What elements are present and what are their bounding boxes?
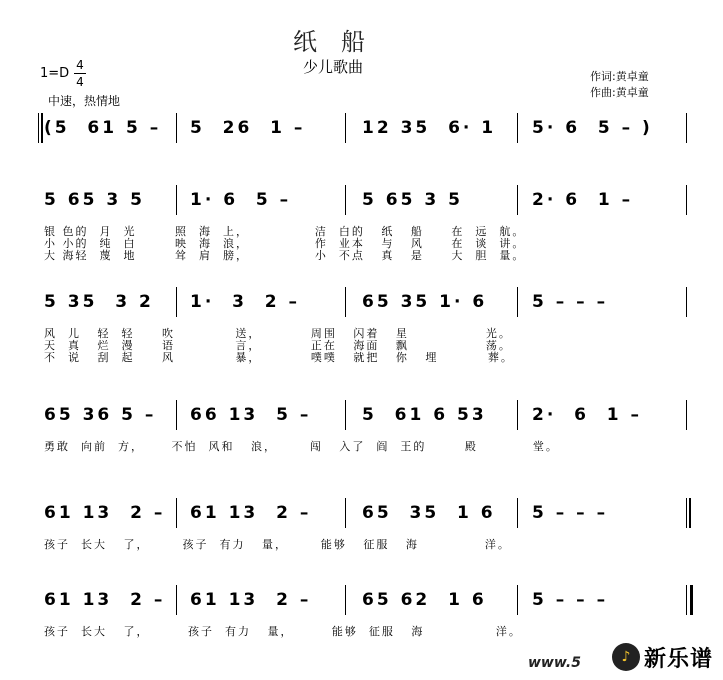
bar-line [345,400,346,430]
song-subtitle: 少儿歌曲 [303,58,364,76]
measure-notes: 65 36 5 – [44,405,157,425]
measure-notes: 5· 6 5 – ) [532,118,653,138]
bar-line [345,185,346,215]
watermark-url: www.5 [528,655,581,671]
site-logo [612,642,713,672]
measure-notes: 5 – – – [532,590,609,610]
bar-line [345,287,346,317]
bar-line [517,585,518,615]
repeat-bar-line [38,113,39,143]
lyric-line: 银 色的 月 光 照 海 上， 洁 白的 纸 船 在 远 航。 [44,225,526,238]
repeat-bar-line [41,113,43,143]
time-top: 4 [76,58,84,72]
measure-notes: 61 13 2 – [190,590,312,610]
measure-notes: 66 13 5 – [190,405,312,425]
bar-line [517,498,518,528]
lyric-line: 勇敢 向前 方， 不怕 风和 浪， 闯 入了 阎 王的 殿 堂。 [44,440,559,453]
measure-notes: 65 35 1 6 [362,503,496,523]
measure-notes: 5 65 3 5 [44,190,145,210]
bar-line [517,113,518,143]
measure-notes: 61 13 2 – [44,590,166,610]
bar-line [686,287,687,317]
measure-notes: 5 61 6 53 [362,405,487,425]
logo-text: 新乐谱 [643,646,713,672]
bar-line [345,113,346,143]
lyric-line: 天 真 烂 漫 语 言， 正在 海面 飘 荡。 [44,339,512,352]
composer-credit: 作曲:黄卓童 [590,86,649,99]
bar-line [176,287,177,317]
measure-notes: 65 62 1 6 [362,590,487,610]
repeat-bar-line [689,498,691,528]
measure-notes: 5 26 1 – [190,118,306,138]
bar-line [686,400,687,430]
measure-notes: 61 13 2 – [44,503,166,523]
bar-line [176,185,177,215]
repeat-bar-line [686,498,687,528]
measure-notes: 61 13 2 – [190,503,312,523]
measure-notes: 1· 6 5 – [190,190,292,210]
bar-line [517,287,518,317]
lyric-line: 不 说 刮 起 风 暴， 噗噗 就把 你 埋 葬。 [44,351,514,364]
lyric-line: 小 小的 纯 白 映 海 浪， 作 业本 与 风 在 谈 讲。 [44,237,526,250]
measure-notes: 5 – – – [532,292,609,312]
measure-notes: 5 35 3 2 [44,292,154,312]
song-title: 纸 船 [293,28,365,56]
bar-line [686,185,687,215]
measure-notes: 65 35 1· 6 [362,292,488,312]
tempo-marking: 中速，热情地 [48,94,121,108]
measure-notes: 5 – – – [532,503,609,523]
music-note-icon: ♪ [612,643,640,671]
final-bar-line [686,585,687,615]
bar-line [176,400,177,430]
lyric-line: 风 儿 轻 轻 吹 送， 周围 闪着 星 光。 [44,327,512,340]
time-signature [74,58,86,89]
key-signature: 1=D [40,66,70,81]
time-divider [74,73,86,74]
lyric-line: 孩子 长大 了， 孩子 有力 量， 能够 征服 海 洋。 [44,625,522,638]
bar-line [176,498,177,528]
bar-line [176,585,177,615]
lyricist-credit: 作词:黄卓童 [590,70,649,83]
time-bottom: 4 [76,75,84,89]
measure-notes: 12 35 6· 1 [362,118,497,138]
final-bar-line [690,585,693,615]
measure-notes: 2· 6 1 – [532,190,634,210]
bar-line [686,113,687,143]
bar-line [345,585,346,615]
bar-line [176,113,177,143]
measure-notes: 1· 3 2 – [190,292,301,312]
measure-notes: (5 61 5 – [44,118,162,138]
measure-notes: 5 65 3 5 [362,190,463,210]
bar-line [517,185,518,215]
lyric-line: 大 海轻 蔑 地 耸 肩 膀， 小 不点 真 是 大 胆 量。 [44,249,526,262]
measure-notes: 2· 6 1 – [532,405,643,425]
lyric-line: 孩子 长大 了， 孩子 有力 量， 能够 征服 海 洋。 [44,538,511,551]
bar-line [517,400,518,430]
bar-line [345,498,346,528]
